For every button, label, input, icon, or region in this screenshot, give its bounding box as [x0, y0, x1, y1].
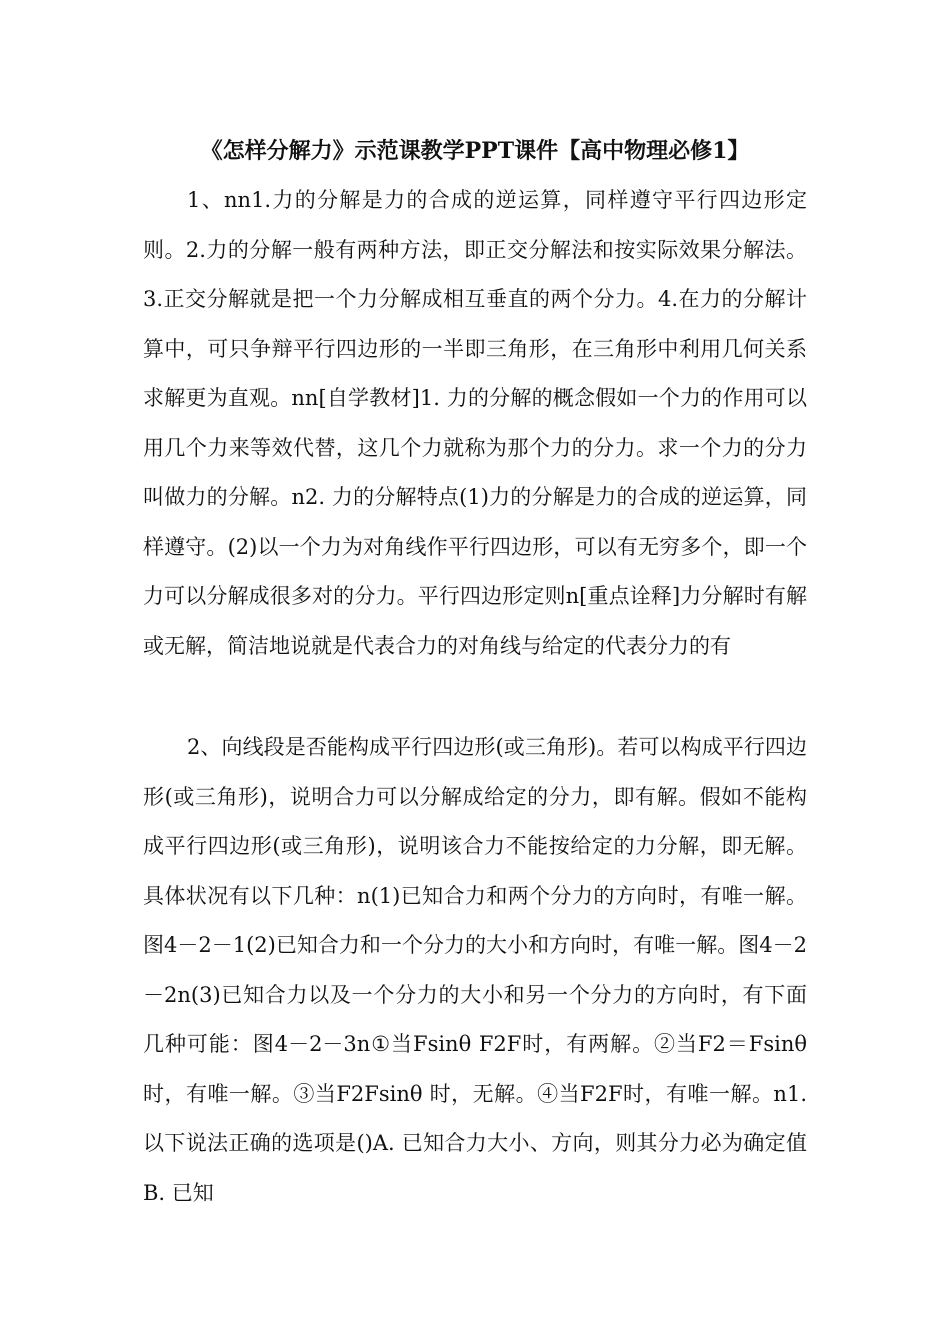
paragraph-2: 2、向线段是否能构成平行四边形(或三角形)。若可以构成平行四边形(或三角形)，说明合力可以分解成给定的分力，即有解。假如不能构成平行四边形(或三角形)，说明该合力不能按给定的力分解，即无解。具体状况有以下几种：n(1)已知合力和两个分力的方向时，有唯一解。图4－2－1(2)已知合力和一个分力的大小和方向时，有唯一解。图4－2－2n(3)已知合力以及一个分力的大小和另一个分力的方向时，有下面几种可能：图4－2－3n①当Fsinθ F2F时，有两解。②当F2＝Fsinθ 时，有唯一解。③当F2Fsinθ 时，无解。④当F2F时，有唯一解。n1. 以下说法正确的选项是()A. 已知合力大小、方向，则其分力必为确定值B. 已知 — [143, 735, 807, 1205]
document-title: 《怎样分解力》示范课教学PPT课件【高中物理必修1】 — [200, 138, 750, 164]
paragraph-1: 1、nn1.力的分解是力的合成的逆运算，同样遵守平行四边形定则。2.力的分解一般有两种方法，即正交分解法和按实际效果分解法。3.正交分解就是把一个力分解成相互垂直的两个分力。4.在力的分解计算中，可只争辩平行四边形的一半即三角形，在三角形中利用几何关系求解更为直观。nn[自学教材]1. 力的分解的概念假如一个力的作用可以用几个力来等效代替，这几个力就称为那个力的分力。求一个力的分力叫做力的分解。n2. 力的分解特点(1)力的分解是力的合成的逆运算，同样遵守。(2)以一个力为对角线作平行四边形，可以有无穷多个，即一个力可以分解成很多对的分力。平行四边形定则n[重点诠释]力分解时有解或无解，简洁地说就是代表合力的对角线与给定的代表分力的有 — [143, 188, 807, 658]
